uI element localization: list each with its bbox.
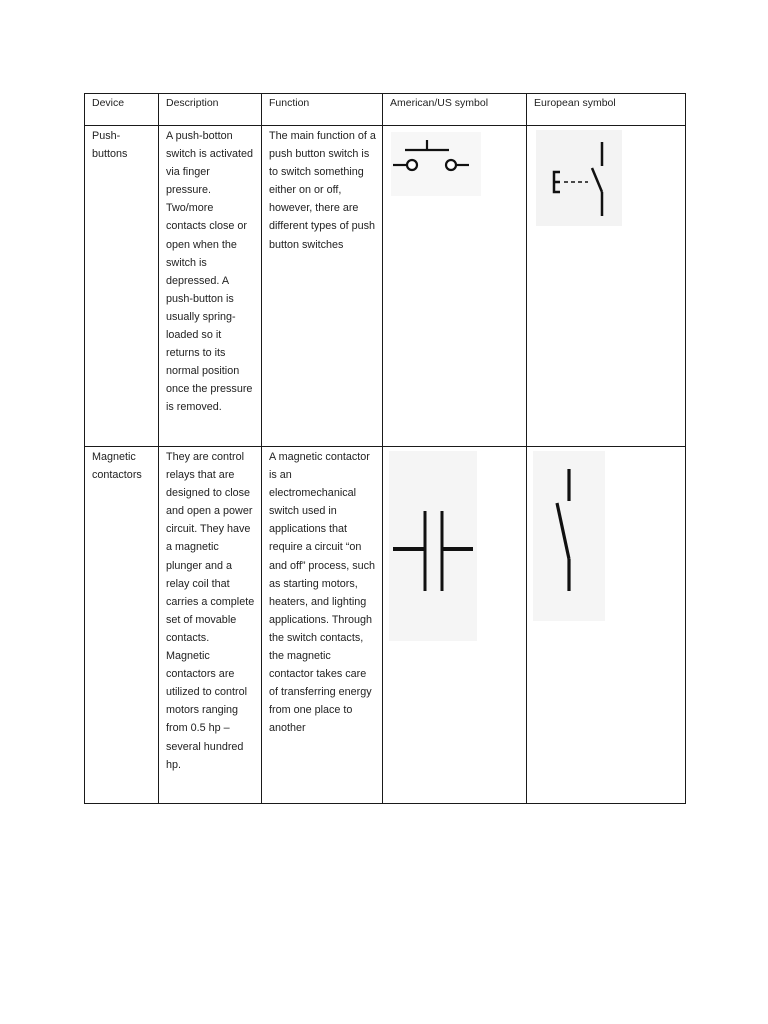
table-header-row [85,94,686,126]
description-cell [159,447,262,804]
function-cell [262,126,383,447]
header-device [85,94,159,126]
contactor-us-symbol-icon [389,451,477,641]
push-button-eu-symbol-icon [536,130,622,226]
header-us-symbol [383,94,527,126]
push-button-us-symbol-icon [391,132,481,196]
header-device-label: Device [92,97,125,109]
device-name: Push-buttons [92,130,128,161]
us-symbol-cell [383,126,527,447]
header-description-label: Description [166,97,219,109]
header-function-label: Function [269,97,310,109]
header-us-symbol-label: American/US symbol [390,97,489,109]
device-function: The main function of a push button switch is to switch something either on or off, however, there are different types of push button switches [269,130,376,251]
device-description: A push-botton switch is activated via finger pressure. Two/more contacts close or open when the switch is depressed. A push-button is usually spring-loaded so it returns to its normal position once the pressure is removed. [166,130,254,414]
eu-symbol-cell [527,447,686,804]
table-row [85,447,686,804]
contactor-eu-symbol-icon [533,451,605,621]
device-name: Magnetic contactors [92,451,142,482]
device-cell [85,447,159,804]
device-function: A magnetic contactor is an electromechanical switch used in applications that require a circuit “on and off” process, such as starting motors, heaters, and lighting applications. Through the switch contacts, the magnetic contactor takes care of transferring energy from one place to another [269,451,376,735]
header-eu-symbol-label: European symbol [534,97,616,109]
header-eu-symbol [527,94,686,126]
table-row [85,126,686,447]
header-description [159,94,262,126]
device-cell [85,126,159,447]
device-description: They are control relays that are designed to close and open a power circuit. They have a magnetic plunger and a relay coil that carries a complete set of movable contacts. Magnetic contactors are utilized to control motors ranging from 0.5 hp – several hundred hp. [166,451,255,771]
device-symbol-table [84,93,686,804]
header-function [262,94,383,126]
eu-symbol-cell [527,126,686,447]
us-symbol-cell [383,447,527,804]
function-cell [262,447,383,804]
description-cell [159,126,262,447]
